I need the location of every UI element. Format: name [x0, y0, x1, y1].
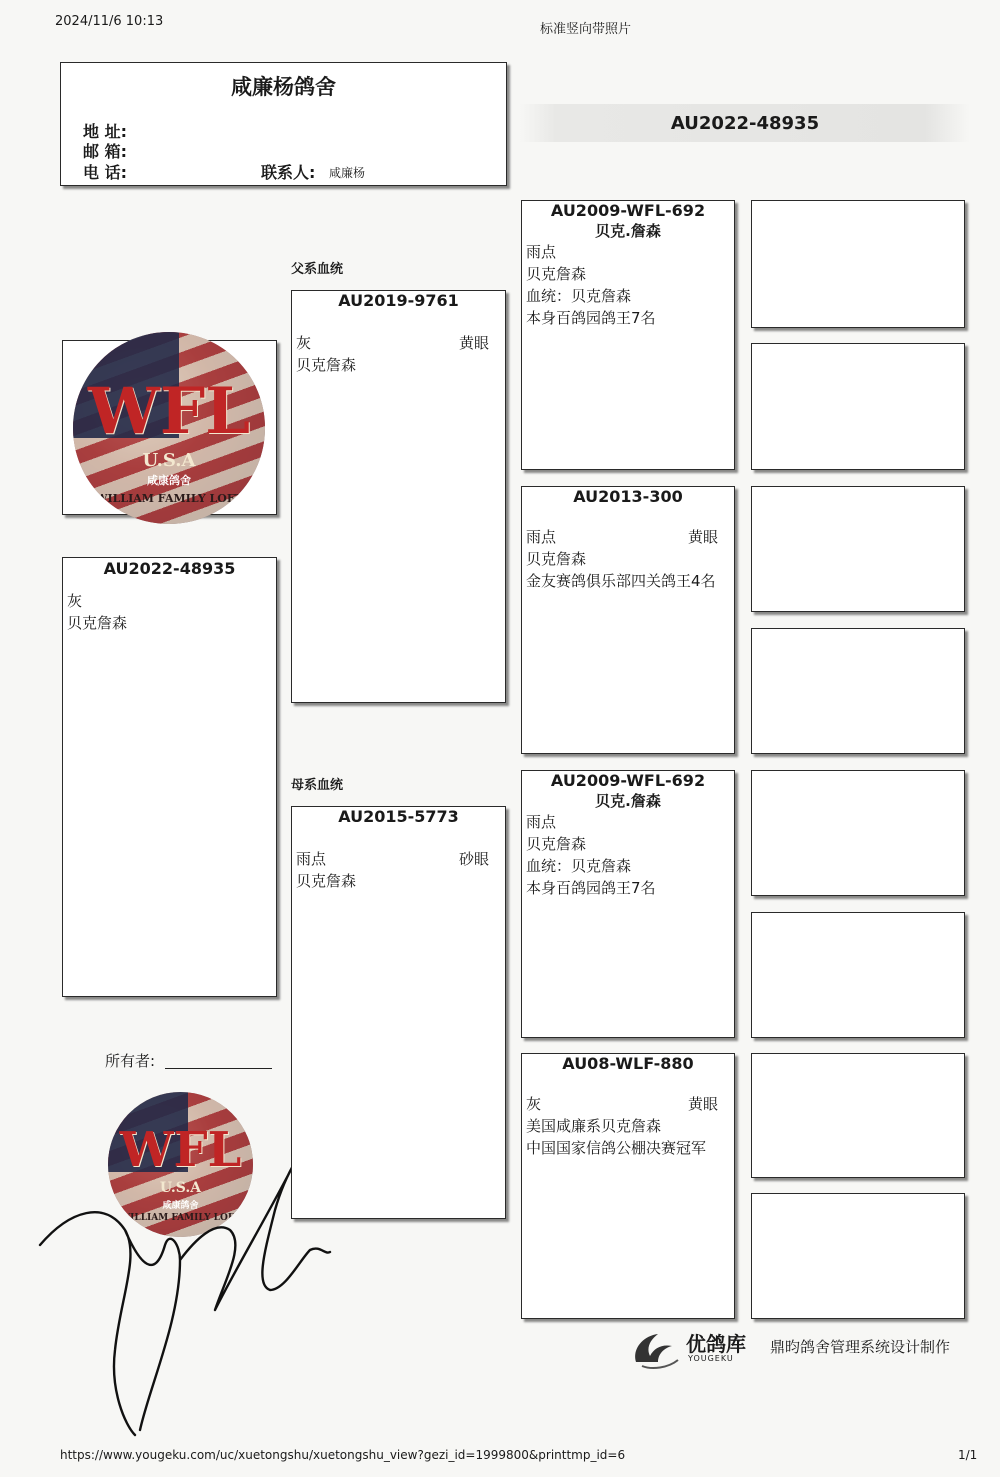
great-grandparent-box [751, 912, 965, 1038]
email-label: 邮 箱: [83, 142, 127, 161]
wfl-logo-icon [73, 332, 265, 524]
great-grandparent-box [751, 486, 965, 612]
sire-eye: 黄眼 [458, 334, 489, 352]
gp-name: 贝克.詹森 [595, 222, 661, 240]
subject-ring: AU2022-48935 [103, 559, 236, 578]
gp-line: 美国咸廉系贝克詹森 [526, 1117, 662, 1135]
owner-label: 所有者: [105, 1052, 156, 1070]
banner-ring-text: AU2022-48935 [670, 112, 820, 134]
great-grandparent-box [751, 1193, 965, 1319]
gp-color: 雨点 [526, 813, 557, 831]
great-grandparent-box [751, 770, 965, 896]
seal-arc: WILLIAM FAMILY LOFT [120, 1213, 241, 1223]
dam-section-label: 母系血统 [291, 778, 344, 793]
gp-line: 贝克詹森 [526, 835, 587, 853]
grandparent-card [521, 1053, 735, 1319]
address-label: 地 址: [83, 122, 127, 141]
owner-line [165, 1068, 272, 1069]
sire-section-label: 父系血统 [291, 262, 344, 277]
seal-cn: 咸康鸽舍 [162, 1201, 199, 1211]
gp-color: 雨点 [526, 243, 557, 261]
gp-line: 本身百鸽园鸽王7名 [526, 879, 656, 897]
contact-value: 咸廉杨 [329, 166, 366, 180]
gp-ring: AU2013-300 [573, 487, 683, 506]
gp-ring: AU08-WLF-880 [562, 1054, 694, 1073]
seal-text: WFL [119, 1122, 242, 1178]
gp-name [522, 506, 734, 526]
gp-line: 血统：贝克詹森 [526, 857, 632, 875]
template-name: 标准竖向带照片 [540, 22, 632, 37]
brand-tagline: 鼎昀鸽舍管理系统设计制作 [770, 1338, 951, 1356]
gp-eye: 黄眼 [687, 528, 718, 546]
subject-strain: 贝克詹森 [67, 614, 128, 632]
dam-strain: 贝克詹森 [296, 872, 357, 890]
great-grandparent-box [751, 1053, 965, 1178]
grandparent-card [521, 486, 735, 754]
dam-eye: 砂眼 [458, 850, 489, 868]
sire-ring: AU2019-9761 [338, 291, 459, 310]
sire-color: 灰 [296, 334, 312, 352]
yougeku-logo-icon [628, 1326, 684, 1370]
dam-color: 雨点 [296, 850, 327, 868]
loft-title: 咸廉杨鸽舍 [231, 75, 336, 99]
phone-label: 电 话: [83, 163, 127, 182]
banner-ring [520, 104, 970, 142]
brand-logo-text: 优鸽库 [686, 1332, 746, 1356]
subject-color: 灰 [67, 592, 83, 610]
gp-line: 金友赛鸽俱乐部四关鸽王4名 [526, 572, 716, 590]
print-datetime: 2024/11/6 10:13 [55, 14, 164, 29]
logo-arc: WILLIAM FAMILY LOFT [95, 492, 243, 505]
subject-card [62, 557, 277, 997]
great-grandparent-box [751, 628, 965, 754]
gp-line: 本身百鸽园鸽王7名 [526, 309, 656, 327]
sire-card [291, 290, 506, 703]
gp-eye: 黄眼 [687, 1095, 718, 1113]
gp-line: 中国国家信鸽公棚决赛冠军 [526, 1139, 707, 1157]
brand-logo-sub: YOUGEKU [688, 1354, 734, 1363]
loft-info-card [60, 62, 507, 186]
grandparent-card [521, 770, 735, 1038]
contact-label: 联系人: [261, 163, 316, 182]
gp-ring: AU2009-WFL-692 [550, 201, 706, 220]
logo-cn: 咸康鸽舍 [147, 474, 191, 487]
gp-color: 雨点 [526, 528, 557, 546]
sire-strain: 贝克詹森 [296, 356, 357, 374]
grandparent-card [521, 200, 735, 470]
gp-line: 血统：贝克詹森 [526, 287, 632, 305]
gp-name: 贝克.詹森 [595, 792, 661, 810]
gp-color: 灰 [526, 1095, 542, 1113]
seal-sub: U.S.A [159, 1180, 202, 1196]
gp-ring: AU2009-WFL-692 [550, 771, 706, 790]
gp-line: 贝克詹森 [526, 550, 587, 568]
great-grandparent-box [751, 200, 965, 328]
logo-text: WFL [87, 374, 251, 449]
logo-sub: U.S.A [142, 450, 196, 471]
gp-name [522, 1073, 734, 1093]
great-grandparent-box [751, 343, 965, 470]
dam-card [291, 806, 506, 1219]
footer-page: 1/1 [958, 1448, 978, 1462]
footer-url[interactable]: https://www.yougeku.com/uc/xuetongshu/xuetongshu_view?gezi_id=1999800&printtmp_id=6 [60, 1448, 626, 1462]
brand-block [628, 1326, 958, 1370]
gp-line: 贝克詹森 [526, 265, 587, 283]
dam-ring: AU2015-5773 [338, 807, 459, 826]
